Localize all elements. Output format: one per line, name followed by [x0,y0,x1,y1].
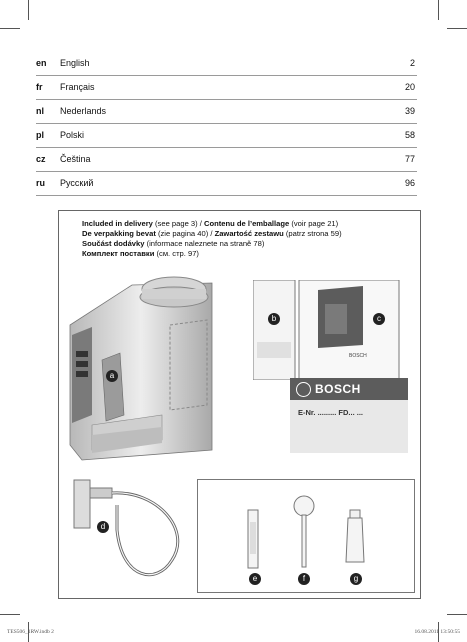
language-code: en [36,58,47,68]
callout-c: c [373,313,385,325]
toc-row [36,52,417,76]
language-index [36,52,417,196]
toc-row [36,76,417,100]
delivery-ru: Комплект поставки [82,249,155,258]
language-name: Polski [60,130,85,140]
svg-text:BOSCH: BOSCH [349,353,367,359]
language-name: Čeština [60,154,91,164]
footer-file: TES506_1RW.indb 2 [7,629,54,635]
language-code: nl [36,106,44,116]
language-code: cz [36,154,46,164]
callout-d: d [97,521,109,533]
delivery-text: (patrz strona 59) [283,229,342,238]
bosch-logo-icon [296,382,311,397]
crop-mark [447,614,467,615]
callout-f: f [298,573,310,585]
delivery-cz: Součást dodávky [82,239,145,248]
language-code: ru [36,178,45,188]
crop-mark [447,28,467,29]
crop-mark [28,0,29,20]
delivery-text: (zie pagina 40) / [155,229,215,238]
page-number: 77 [404,154,415,164]
callout-g: g [350,573,362,585]
delivery-heading [82,219,342,259]
manual-booklet-illustration [253,280,403,380]
crop-mark [0,614,20,615]
delivery-nl: De verpakking bevat [82,229,156,238]
page-number: 58 [404,130,415,140]
callout-b: b [268,313,280,325]
delivery-pl: Zawartość zestawu [214,229,284,238]
coffee-machine-illustration [62,265,242,470]
delivery-fr: Contenu de l’emballage [203,219,290,228]
language-name: Français [60,82,95,92]
rating-label-card [290,378,408,453]
crop-mark [438,0,439,20]
language-code: fr [36,82,43,92]
delivery-en: Included in delivery [82,219,153,228]
language-name: English [60,58,90,68]
callout-e: e [249,573,261,585]
footer-timestamp: 16.08.2011 13:50:55 [414,629,460,635]
toc-row [36,148,417,172]
delivery-text: (informace naleznete na straně 78) [144,239,265,248]
callout-a: a [106,370,118,382]
page-number: 2 [409,58,415,68]
language-code: pl [36,130,44,140]
toc-row [36,172,417,196]
brand-band [290,378,408,400]
milk-tube-illustration [62,470,197,595]
enr-field: E-Nr. ......... FD... ... [298,408,364,417]
brand-name: BOSCH [315,382,361,396]
language-name: Русский [60,178,94,188]
language-name: Nederlands [60,106,107,116]
page-number: 39 [404,106,415,116]
page-number: 96 [404,178,415,188]
delivery-text: (see page 3) / [152,219,204,228]
toc-row [36,100,417,124]
delivery-text: (voir page 21) [289,219,339,228]
delivery-text: (см. стр. 97) [154,249,199,258]
toc-row [36,124,417,148]
crop-mark [0,28,20,29]
page-number: 20 [404,82,415,92]
